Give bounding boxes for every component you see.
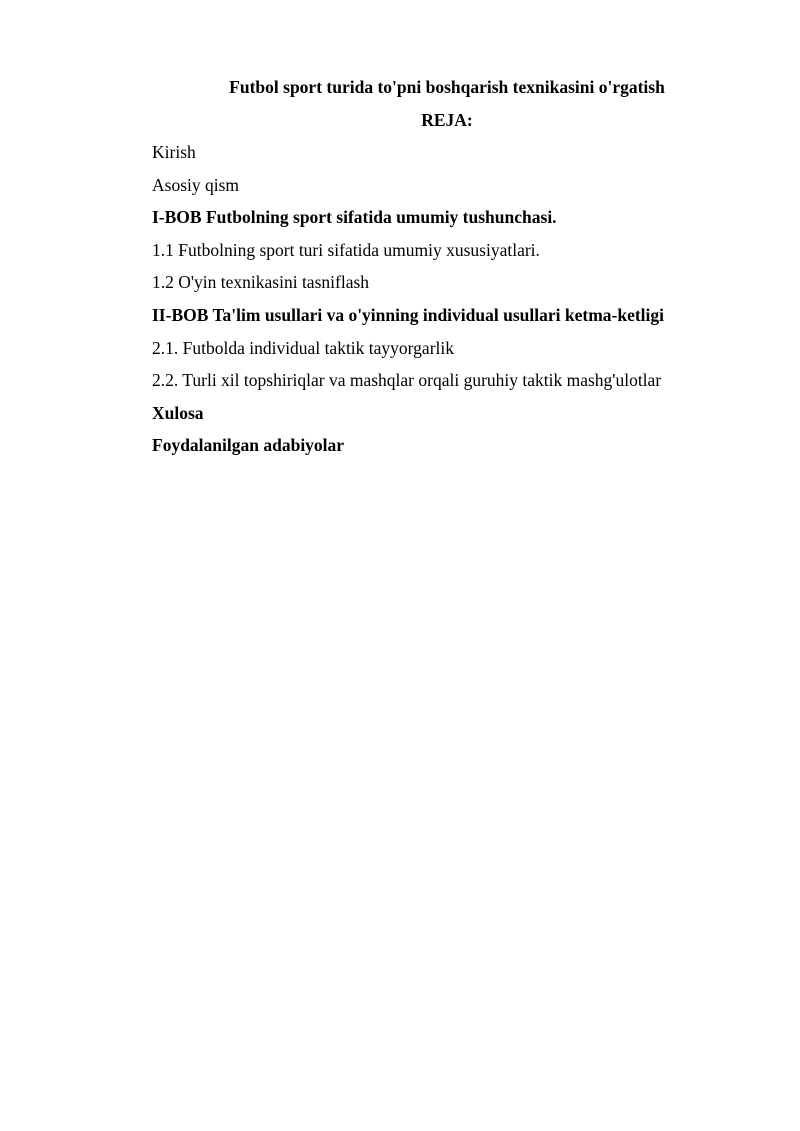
table-of-contents [152, 141, 752, 467]
plan-heading: REJA: [421, 110, 473, 130]
toc-item-kirish: Kirish [152, 142, 196, 162]
toc-section-1-2: 1.2 O'yin texnikasini tasniflash [152, 272, 370, 293]
toc-chapter-2: II-BOB Ta'lim usullari va o'yinning individual usullari ketma-ketligi [152, 304, 665, 325]
toc-item-xulosa: Xulosa [152, 402, 204, 423]
toc-item-asosiy-qism: Asosiy qism [152, 174, 240, 195]
toc-section-1-1: 1.1 Futbolning sport turi sifatida umumiy xususiyatlari. [152, 239, 540, 260]
toc-section-2-1: 2.1. Futbolda individual taktik tayyorgarlik [152, 337, 455, 358]
document-title: Futbol sport turida to'pni boshqarish texnikasini o'rgatish [229, 77, 665, 97]
toc-item-references: Foydalanilgan adabiyolar [152, 435, 345, 456]
toc-section-2-2: 2.2. Turli xil topshiriqlar va mashqlar orqali guruhiy taktik mashg'ulotlar [152, 370, 662, 391]
toc-chapter-1: I-BOB Futbolning sport sifatida umumiy tushunchasi. [152, 207, 557, 228]
